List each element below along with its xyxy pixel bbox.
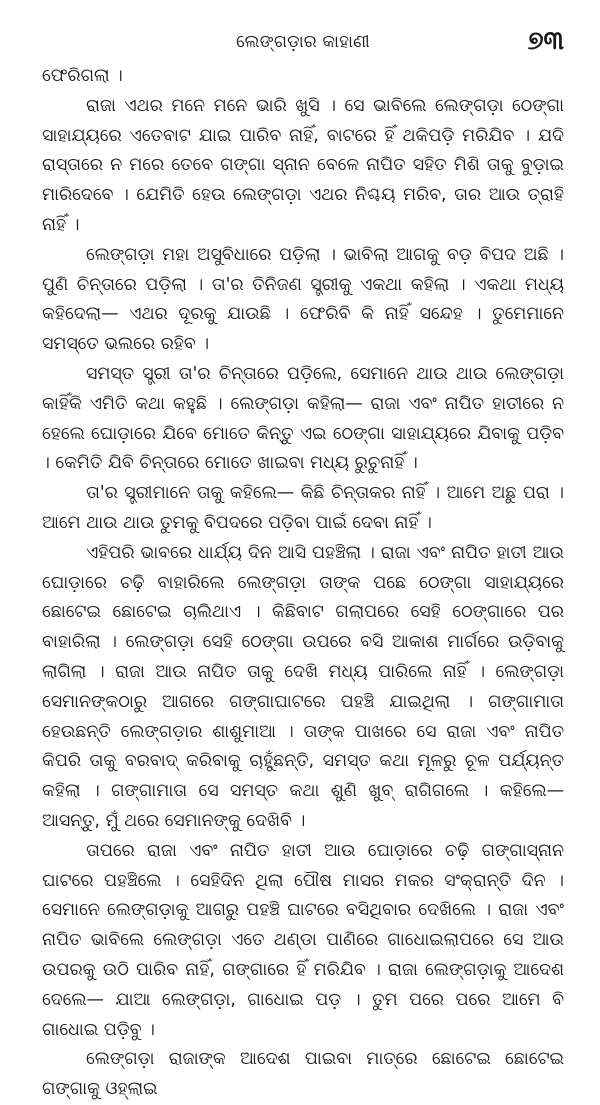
story-text: [42, 62, 564, 1105]
paragraph: ସମସ୍ତ ସ୍ତ୍ରୀ ତା'ର ଚିନ୍ତାରେ ପଡ଼ିଲେ, ସେମାନେ ଥାଉ ଥାଉ ଲେଙ୍ଗଡ଼ା କାହିଁକି ଏମିତି କଥା କହୁଛି । ଲେଙ୍ଗଡ଼ା କହିଲା— ରାଜା ଏବଂ ନାପିତ ହାତୀରେ ନ ହେଲେ ଘୋଡ଼ାରେ ଯିବେ ମୋତେ କିନ୍ତୁ ଏଇ ଠେଙ୍ଗା ସାହାଯ୍ୟରେ ଯିବାକୁ ପଡ଼ିବ । କେମିତି ଯିବି ଚିନ୍ତାରେ ମୋତେ ଖାଇବା ମଧ୍ୟ ରୁଚୁନାହିଁ ।: [42, 363, 564, 474]
paragraph: ଲେଙ୍ଗଡ଼ା ରାଜାଙ୍କ ଆଦେଶ ପାଇବା ମାତ୍ରେ ଛୋଟେଇ ଛୋଟେଇ ଗଙ୍ଗାକୁ ଓହ୍ଲାଇ: [42, 1049, 564, 1100]
paragraph: ଲେଙ୍ଗଡ଼ା ମହା ଅସୁବିଧାରେ ପଡ଼ିଲା । ଭାବିଲା ଆଗକୁ ବଡ଼ ବିପଦ ଅଛି । ପୁଣି ଚିନ୍ତାରେ ପଡ଼ିଲା । ତା'ର ତିନିଜଣ ସ୍ତ୍ରୀକୁ ଏକଥା କହିଲା । ଏକଥା ମଧ୍ୟ କହିଦେଲା— ଏଥର ଦୂରକୁ ଯାଉଛି । ଫେରିବି କି ନାହିଁ ସନ୍ଦେହ । ତୁମେମାନେ ସମସ୍ତେ ଭଲରେ ରହିବ ।: [42, 244, 564, 355]
page-number: ୭୩: [527, 26, 564, 56]
paragraph: ରାଜା ଏଥର ମନେ ମନେ ଭାରି ଖୁସି । ସେ ଭାବିଲେ ଲେଙ୍ଗଡ଼ା ଠେଙ୍ଗା ସାହାଯ୍ୟରେ ଏତେବାଟ ଯାଇ ପାରିବ ନାହିଁ, ବାଟରେ ହିଁ ଥକିପଡ଼ି ମରିଯିବ । ଯଦି ରାସ୍ତାରେ ନ ମରେ ତେବେ ଗଙ୍ଗା ସ୍ନାନ ବେଳେ ନାପିତ ସହିତ ମିଶି ତାକୁ ବୁଡ଼ାଇ ମାରିଦେବେ । ଯେମିତି ହେଉ ଲେଙ୍ଗଡ଼ା ଏଥର ନିଶ୍ଚୟ ମରିବ, ତାର ଆଉ ତ୍ରାହି ନାହିଁ ।: [42, 95, 564, 235]
paragraph: ତାପରେ ରାଜା ଏବଂ ନାପିତ ହାତୀ ଆଉ ଘୋଡ଼ାରେ ଚଢ଼ି ଗଙ୍ଗାସ୍ନାନ ଘାଟରେ ପହଞ୍ଚିଲେ । ସେହିଦିନ ଥିଲା ପୌଷ ମାସର ମକର ସଂକ୍ରାନ୍ତି ଦିନ । ସେମାନେ ଲେଙ୍ଗଡ଼ାକୁ ଆଗରୁ ପହଞ୍ଚି ଘାଟରେ ବସିଥିବାର ଦେଖିଲେ । ରାଜା ଏବଂ ନାପିତ ଭାବିଲେ ଲେଙ୍ଗଡ଼ା ଏତେ ଥଣ୍ଡା ପାଣିରେ ଗାଧୋଇଲାପରେ ସେ ଆଉ ଉପରକୁ ଉଠି ପାରିବ ନାହିଁ, ଗଙ୍ଗାରେ ହିଁ ମରିଯିବ । ରାଜା ଲେଙ୍ଗଡ଼ାକୁ ଆଦେଶ ଦେଲେ— ଯାଆ ଲେଙ୍ଗଡ଼ା, ଗାଧୋଇ ପଡ଼ । ତୁମ ପରେ ପରେ ଆମେ ବି ଗାଧୋଇ ପଡ଼ିବୁ ।: [42, 840, 564, 1040]
paragraph: ତା'ର ସ୍ତ୍ରୀମାନେ ତାକୁ କହିଲେ— କିଛି ଚିନ୍ତାକର ନାହିଁ । ଆମେ ଅଛୁ ପରା । ଆମେ ଥାଉ ଥାଉ ତୁମକୁ ବିପଦରେ ପଡ଼ିବା ପାଇଁ ଦେବା ନାହିଁ ।: [42, 483, 564, 533]
paragraph: ଫେରିଗଲା ।: [42, 66, 123, 86]
page-header: [42, 26, 564, 62]
running-title: ଲେଙ୍ଗଡ଼ାର କାହାଣୀ: [236, 32, 370, 52]
paragraph: ଏହିପରି ଭାବରେ ଧାର୍ଯ୍ୟ ଦିନ ଆସି ପହଞ୍ଚିଲା । ରାଜା ଏବଂ ନାପିତ ହାତୀ ଆଉ ଘୋଡ଼ାରେ ଚଢ଼ି ବାହାରିଲେ ଲେଙ୍ଗଡ଼ା ତାଙ୍କ ପଛେ ଠେଙ୍ଗା ସାହାଯ୍ୟରେ ଛୋଟେଇ ଛୋଟେଇ ଚାଲିଥାଏ । କିଛିବାଟ ଗଲାପରେ ସେହି ଠେଙ୍ଗାରେ ପର ବାହାରିଲା । ଲେଙ୍ଗଡ଼ା ସେହି ଠେଙ୍ଗା ଉପରେ ବସି ଆକାଶ ମାର୍ଗରେ ଉଡ଼ିବାକୁ ଲାଗିଲା । ରାଜା ଆଉ ନାପିତ ତାକୁ ଦେଖି ମଧ୍ୟ ପାରିଲେ ନାହିଁ । ଲେଙ୍ଗଡ଼ା ସେମାନଙ୍କଠାରୁ ଆଗରେ ଗଙ୍ଗାଘାଟରେ ପହଞ୍ଚି ଯାଇଥିଲା । ଗଙ୍ଗାମାତା ହେଉଛନ୍ତି ଲେଙ୍ଗଡ଼ାର ଶାଶୁମାଆ । ତାଙ୍କ ପାଖରେ ସେ ରାଜା ଏବଂ ନାପିତ କିପରି ତାକୁ ବରବାଦ୍ କରିବାକୁ ଚାହୁଁଛନ୍ତି, ସମସ୍ତ କଥା ମୂଳରୁ ଚୂଳ ପର୍ଯ୍ୟନ୍ତ କହିଲା । ଗଙ୍ଗାମାତା ସେ ସମସ୍ତ କଥା ଶୁଣି ଖୁବ୍ ରାଗିଗଲେ । କହିଲେ— ଆସନ୍ତୁ, ମୁଁ ଥରେ ସେମାନଙ୍କୁ ଦେଖିବି ।: [42, 542, 564, 831]
